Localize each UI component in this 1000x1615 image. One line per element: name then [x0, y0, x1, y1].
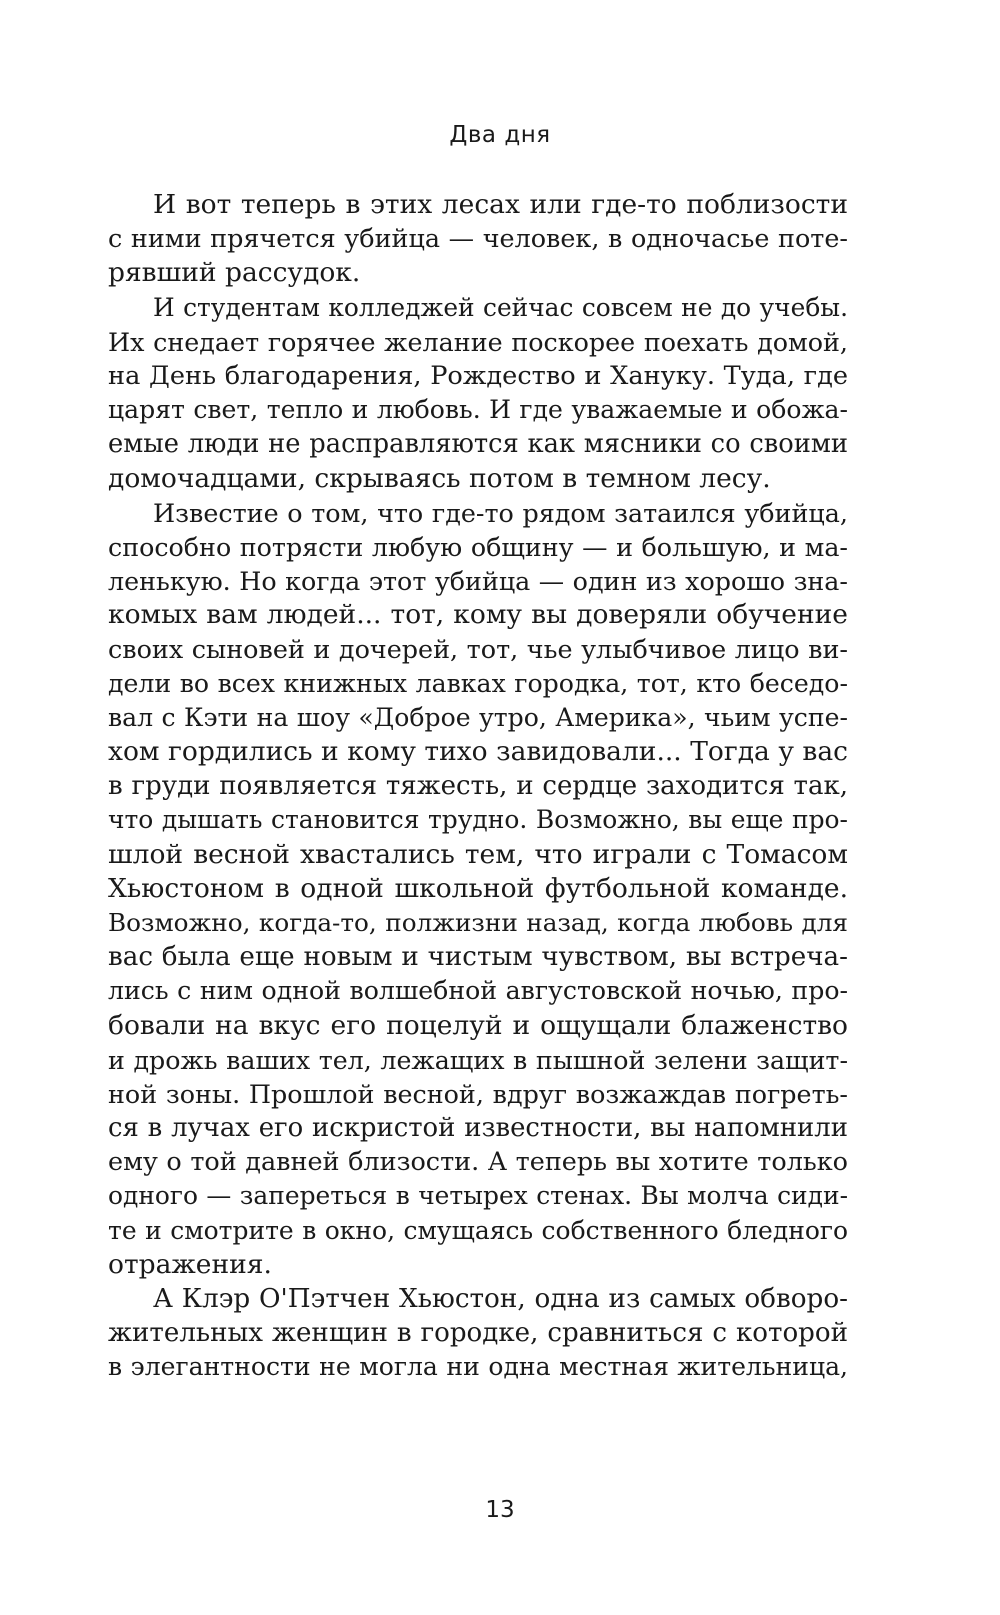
text-line: на День благодарения, Рождество и Хануку. Туда, где: [108, 360, 848, 391]
text-line: хом гордились и кому тихо завидовали... Тогда у вас: [108, 736, 848, 767]
body-text: [108, 188, 848, 1385]
text-line: дели во всех книжных лавках городка, тот, кто беседо-: [108, 668, 848, 698]
text-line: ся в лучах его искристой известности, вы напомнили: [108, 1113, 848, 1144]
text-line: вал с Кэти на шоу «Доброе утро, Америка», чьим успе-: [108, 702, 848, 732]
text-line: Известие о том, что где-то рядом затаился убийца,: [153, 497, 848, 528]
text-line: вас была еще новым и чистым чувством, вы встреча-: [108, 942, 848, 973]
text-line: ной зоны. Прошлой весной, вдруг возжаждав погреть-: [108, 1078, 848, 1109]
running-title: Два дня: [449, 122, 551, 148]
text-line: и дрожь ваших тел, лежащих в пышной зелени защит-: [108, 1044, 848, 1075]
text-line: царят свет, тепло и любовь. И где уважаемые и обожа-: [108, 395, 848, 425]
text-line: жительных женщин в городке, сравниться с которой: [108, 1318, 848, 1349]
text-line: способно потрясти любую общину — и большую, и ма-: [108, 531, 848, 562]
text-line: с ними прячется убийца — человек, в одночасье поте-: [108, 224, 848, 255]
text-line: своих сыновей и дочерей, тот, чье улыбчивое лицо ви-: [108, 634, 848, 665]
text-line: в элегантности не могла ни одна местная жительница,: [108, 1352, 848, 1382]
text-line: ему о той давней близости. А теперь вы хотите только: [108, 1147, 848, 1178]
text-line: домочадцами, скрываясь потом в темном лесу.: [108, 462, 771, 494]
text-line: И студентам колледжей сейчас совсем не до учебы.: [153, 292, 848, 322]
text-line: лись с ним одной волшебной августовской ночью, про-: [108, 976, 848, 1006]
text-line: емые люди не расправляются как мясники со своими: [108, 429, 848, 460]
text-line: ленькую. Но когда этот убийца — один из хорошо зна-: [108, 566, 848, 597]
text-line: в груди появляется тяжесть, и сердце заходится так,: [108, 771, 848, 802]
text-line: те и смотрите в окно, смущаясь собственного бледного: [108, 1215, 848, 1245]
text-line: И вот теперь в этих лесах или где-то поблизости: [153, 189, 848, 220]
text-line: что дышать становится трудно. Возможно, вы еще про-: [108, 805, 848, 835]
text-line: отражения.: [108, 1248, 272, 1280]
text-line: Их снедает горячее желание поскорее поехать домой,: [108, 326, 848, 357]
text-line: Возможно, когда-то, полжизни назад, когда любовь для: [108, 907, 848, 937]
text-line: А Клэр О'Пэтчен Хьюстон, одна из самых обворо-: [153, 1284, 848, 1314]
text-line: Хьюстоном в одной школьной футбольной команде.: [108, 872, 848, 904]
text-line: одного — запереться в четырех стенах. Вы молча сиди-: [108, 1181, 848, 1211]
text-line: рявший рассудок.: [108, 257, 361, 289]
text-line: шлой весной хвастались тем, что играли с Томасом: [108, 838, 848, 870]
text-line: комых вам людей... тот, кому вы доверяли обучение: [108, 599, 848, 631]
page-number: 13: [485, 1497, 515, 1523]
text-line: бовали на вкус его поцелуй и ощущали блаженство: [108, 1009, 848, 1041]
